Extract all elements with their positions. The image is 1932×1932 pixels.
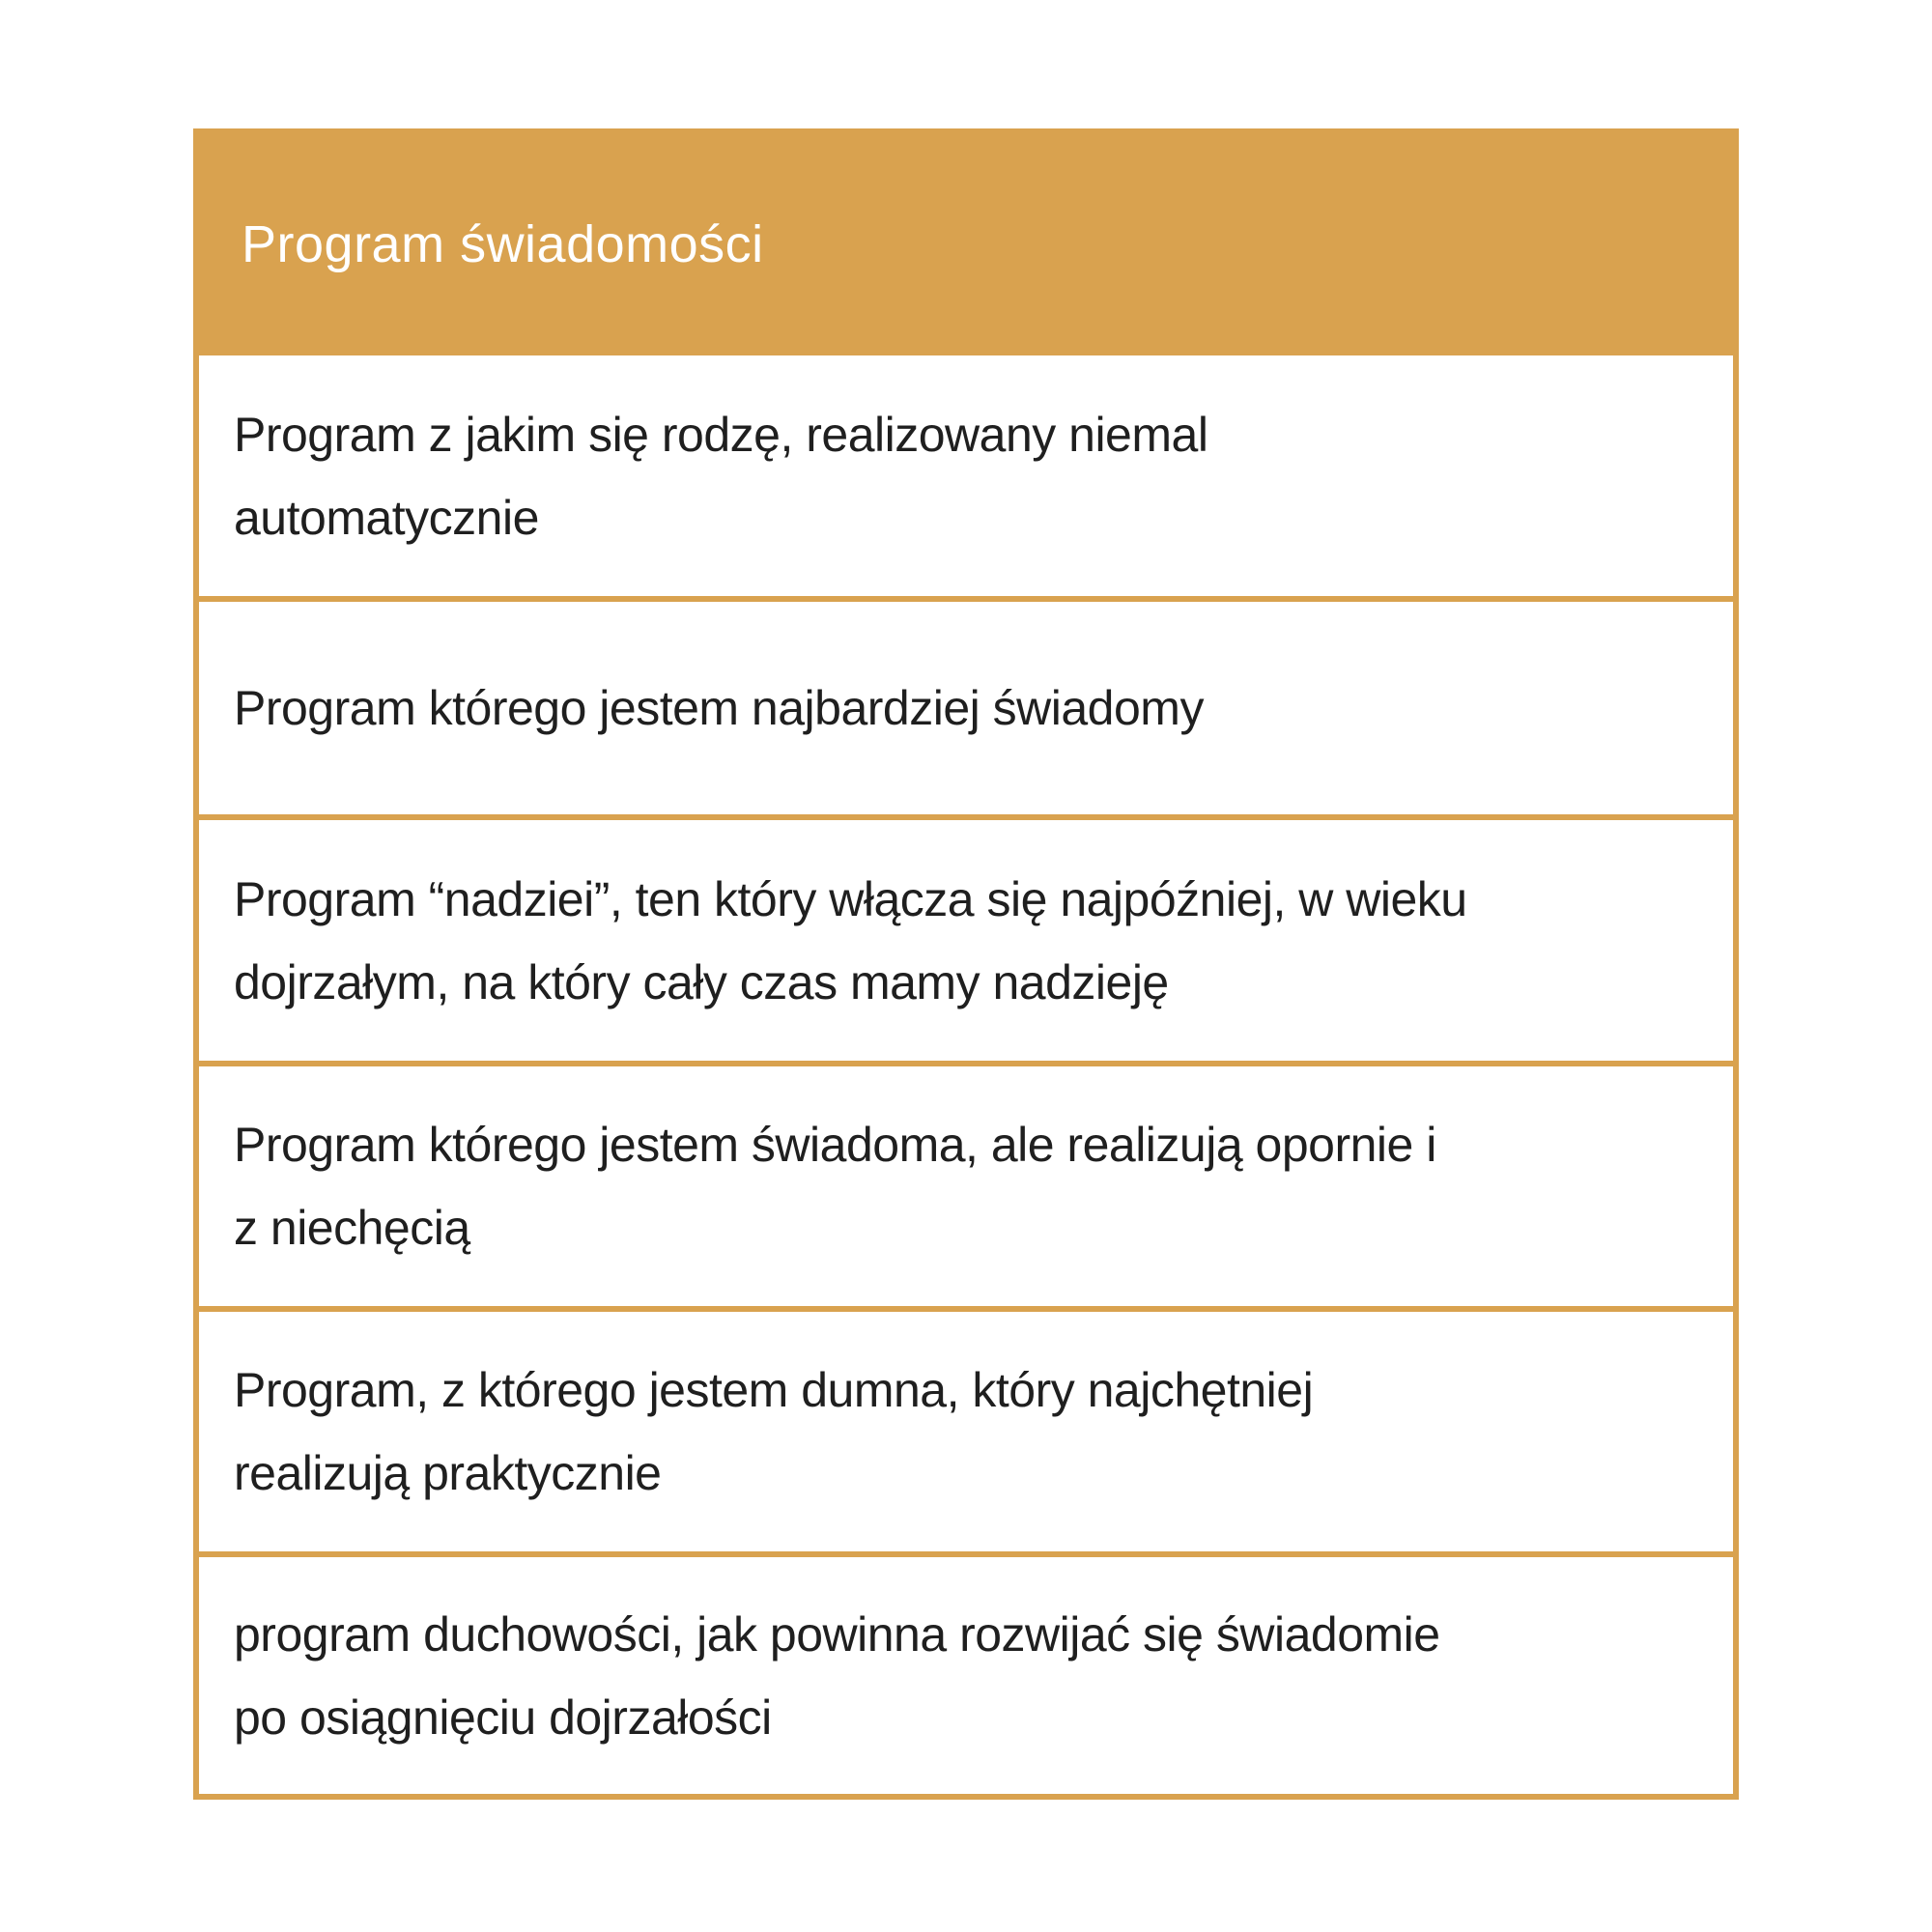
table-row	[199, 814, 1733, 1061]
table-header	[199, 134, 1733, 355]
row-text-line: po osiągnięciu dojrzałości	[234, 1690, 772, 1745]
table-row	[199, 596, 1733, 814]
row-text-line: Program którego jestem świadoma, ale realizują opornie i	[234, 1118, 1436, 1172]
row-text-line: dojrzałym, na który cały czas mamy nadzieję	[234, 954, 1169, 1009]
row-text-line: realizują praktycznie	[234, 1446, 662, 1500]
row-text-line: Program “nadziei”, ten który włącza się najpóźniej, w wieku	[234, 871, 1467, 926]
row-text-line: program duchowości, jak powinna rozwijać się świadomie	[234, 1606, 1440, 1662]
table-row	[199, 1551, 1733, 1794]
table-row	[199, 1306, 1733, 1551]
row-text-line: automatycznie	[234, 490, 539, 545]
table-rows	[199, 355, 1733, 1794]
program-table	[193, 128, 1739, 1800]
table-title: Program świadomości	[242, 215, 764, 274]
row-text-line: Program, z którego jestem dumna, który najchętniej	[234, 1363, 1314, 1417]
row-text-line: Program z jakim się rodzę, realizowany niemal	[234, 407, 1208, 462]
table-row	[199, 1061, 1733, 1306]
table-row	[199, 355, 1733, 596]
row-text-line: z niechęcią	[234, 1201, 470, 1255]
row-text-line: Program którego jestem najbardziej świadomy	[234, 681, 1204, 735]
